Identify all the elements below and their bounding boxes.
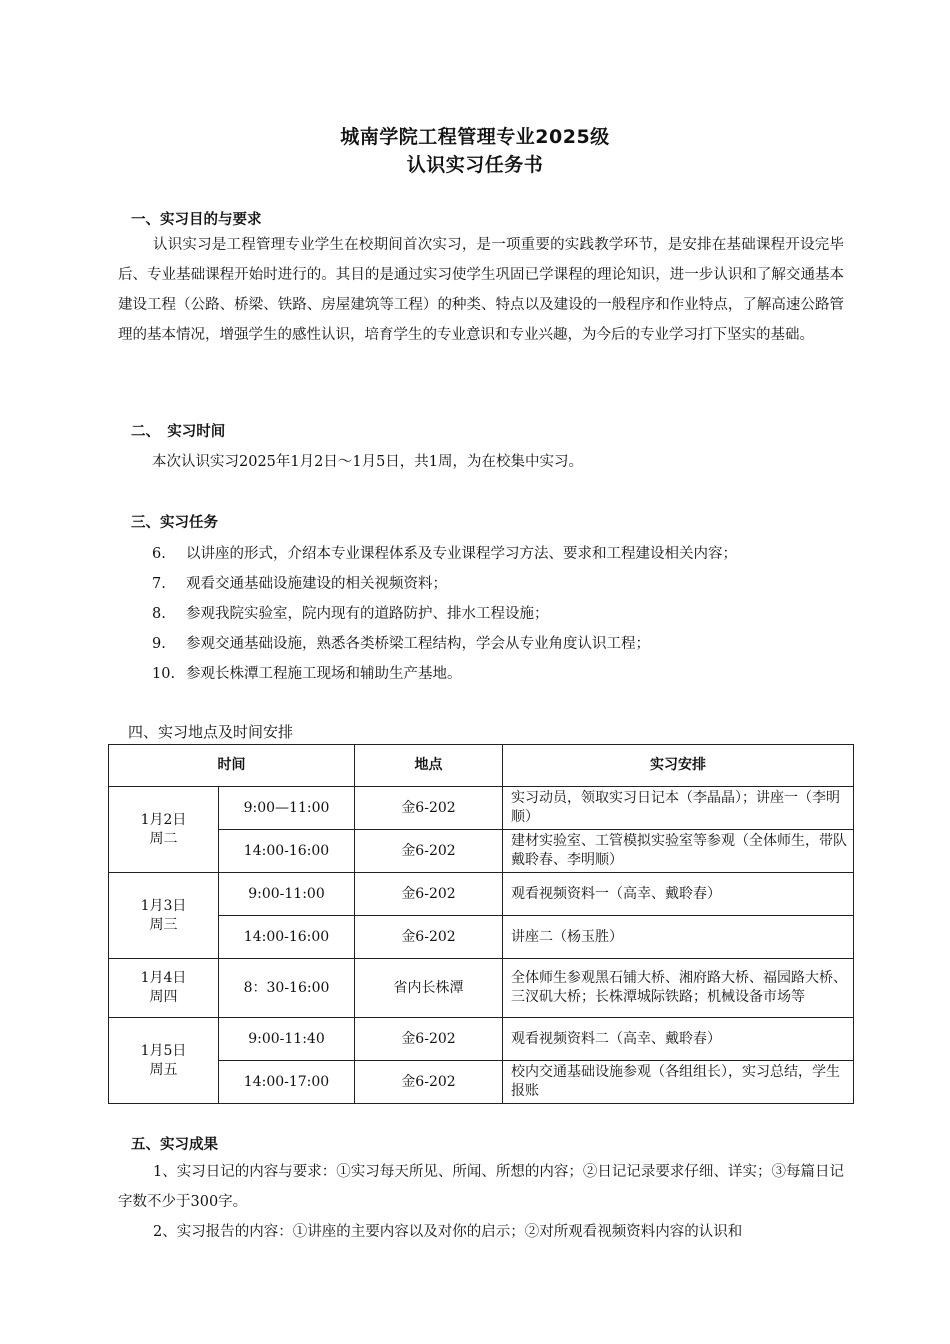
task-item xyxy=(152,602,549,623)
task-item-number: 6. xyxy=(152,546,166,562)
arrangement-cell: 观看视频资料一（高幸、戴聆春） xyxy=(503,873,854,916)
task-item-text: 以讲座的形式，介绍本专业课程体系及专业课程学习方法、要求和工程建设相关内容； xyxy=(186,546,737,562)
task-item-text: 参观我院实验室，院内现有的道路防护、排水工程设施； xyxy=(186,606,549,622)
task-item-number: 9. xyxy=(152,636,166,652)
place-cell: 金6-202 xyxy=(355,1061,503,1104)
place-cell: 金6-202 xyxy=(355,830,503,873)
day-cell xyxy=(109,787,219,873)
place-cell: 金6-202 xyxy=(355,916,503,959)
section5-heading: 五、实习成果 xyxy=(131,1137,218,1153)
table-row xyxy=(109,873,854,916)
table-header-row xyxy=(109,745,854,787)
section1-heading: 一、实习目的与要求 xyxy=(131,212,262,228)
header-time: 时间 xyxy=(109,745,355,787)
table-row xyxy=(109,787,854,830)
place-cell: 省内长株潭 xyxy=(355,959,503,1018)
arrangement-cell: 校内交通基础设施参观（各组组长），实习总结，学生报账 xyxy=(503,1061,854,1104)
place-cell: 金6-202 xyxy=(355,1018,503,1061)
arrangement-cell: 建材实验室、工管模拟实验室等参观（全体师生，带队戴聆春、李明顺） xyxy=(503,830,854,873)
task-item xyxy=(152,632,650,653)
time-cell: 9:00-11:40 xyxy=(219,1018,355,1061)
table-row xyxy=(109,959,854,1018)
day-date: 1月3日 xyxy=(140,897,187,914)
section2-heading: 二、 实习时间 xyxy=(131,424,226,440)
time-cell: 8：30-16:00 xyxy=(219,959,355,1018)
schedule-table xyxy=(108,744,854,1104)
place-cell: 金6-202 xyxy=(355,873,503,916)
section5-paragraph-2: 2、实习报告的内容：①讲座的主要内容以及对你的启示；②对所观看视频资料内容的认识和 xyxy=(153,1224,743,1240)
table-row xyxy=(109,1061,854,1104)
task-item-text: 参观长株潭工程施工现场和辅助生产基地。 xyxy=(186,666,462,682)
section5-paragraph-1: 1、实习日记的内容与要求：①实习每天所见、所闻、所想的内容；②日记记录要求仔细、详实；③每篇日记字数不少于300字。 xyxy=(118,1164,844,1210)
task-item-number: 10. xyxy=(152,666,176,682)
day-cell xyxy=(109,873,219,959)
section4-heading: 四、实习地点及时间安排 xyxy=(128,723,294,741)
day-cell xyxy=(109,959,219,1018)
arrangement-cell: 观看视频资料二（高幸、戴聆春） xyxy=(503,1018,854,1061)
day-weekday: 周四 xyxy=(149,989,178,1005)
table-row xyxy=(109,830,854,873)
header-arrangement: 实习安排 xyxy=(503,745,854,787)
task-item-text: 观看交通基础设施建设的相关视频资料； xyxy=(186,576,447,592)
document-title: 城南学院工程管理专业2025级 xyxy=(340,126,610,148)
time-cell: 14:00-16:00 xyxy=(219,830,355,873)
day-date: 1月2日 xyxy=(140,811,187,828)
day-cell xyxy=(109,1018,219,1104)
day-date: 1月5日 xyxy=(140,1042,187,1059)
arrangement-cell: 全体师生参观黑石铺大桥、湘府路大桥、福园路大桥、三汊矶大桥；长株潭城际铁路；机械设备市场等 xyxy=(503,959,854,1018)
table-row xyxy=(109,1018,854,1061)
time-cell: 14:00-17:00 xyxy=(219,1061,355,1104)
section2-body: 本次认识实习2025年1月2日～1月5日，共1周，为在校集中实习。 xyxy=(152,454,584,470)
day-weekday: 周五 xyxy=(149,1061,178,1078)
document-subtitle: 认识实习任务书 xyxy=(406,154,544,176)
section3-heading: 三、实习任务 xyxy=(131,515,218,531)
time-cell: 9:00—11:00 xyxy=(219,787,355,830)
table-row xyxy=(109,916,854,959)
arrangement-cell: 实习动员，领取实习日记本（李晶晶）；讲座一（李明顺） xyxy=(503,787,854,830)
time-cell: 14:00-16:00 xyxy=(219,916,355,959)
task-item xyxy=(152,662,462,683)
place-cell: 金6-202 xyxy=(355,787,503,830)
task-item xyxy=(152,542,737,563)
arrangement-cell: 讲座二（杨玉胜） xyxy=(503,916,854,959)
task-item-number: 8. xyxy=(152,606,166,622)
task-item-number: 7. xyxy=(152,576,166,592)
day-weekday: 周二 xyxy=(149,830,178,847)
time-cell: 9:00-11:00 xyxy=(219,873,355,916)
task-item xyxy=(152,572,447,593)
day-weekday: 周三 xyxy=(149,916,178,933)
header-place: 地点 xyxy=(355,745,503,787)
day-date: 1月4日 xyxy=(140,970,187,986)
section1-body: 认识实习是工程管理专业学生在校期间首次实习，是一项重要的实践教学环节，是安排在基础课程开设完毕后、专业基础课程开始时进行的。其目的是通过实习使学生巩固已学课程的理论知识，进一步认识和了解交通基本建设工程（公路、桥梁、铁路、房屋建筑等工程）的种类、特点以及建设的一般程序和作业特点，了解高速公路管理的基本情况，增强学生的感性认识，培育学生的专业意识和专业兴趣，为今后的专业学习打下坚实的基础。 xyxy=(118,237,844,343)
task-item-text: 参观交通基础设施，熟悉各类桥梁工程结构，学会从专业角度认识工程； xyxy=(186,636,650,652)
